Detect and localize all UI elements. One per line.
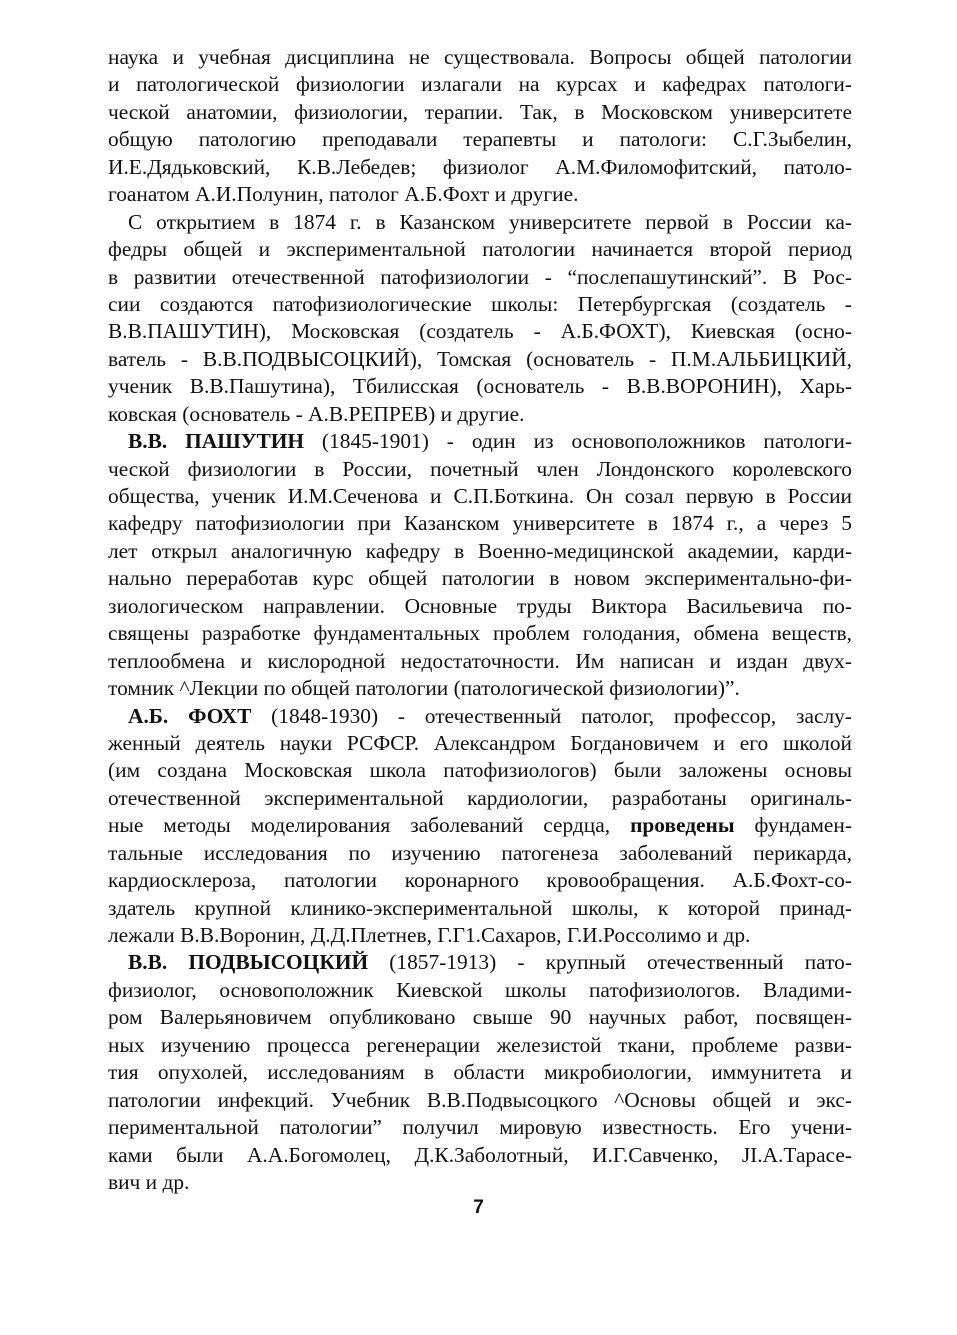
page-text xyxy=(108,44,852,1196)
text-line: лежали В.В.Воронин, Д.Д.Плетнев, Г.Г1.Сахаров, Г.И.Россолимо и др. xyxy=(108,923,751,947)
text-line: вич и др. xyxy=(108,1169,190,1194)
text-line: священы разработке фундаментальных проблем голодания, обмена веществ, xyxy=(108,621,852,646)
text-line: нально переработав курс общей патологии в новом экспериментально-фи- xyxy=(108,566,852,591)
text-line: ческой физиологии в России, почетный член Лондонского королевского xyxy=(108,456,852,481)
text-line: федры общей и экспериментальной патологии начинается второй период xyxy=(108,237,852,262)
person-name-heading: В.В. ПАШУТИН xyxy=(128,429,304,454)
text-line: В.В.ПАШУТИН), Московская (создатель - А.Б.ФОХТ), Киевская (осно- xyxy=(108,319,852,344)
text-line: сии создаются патофизиологические школы: Петербургская (создатель - xyxy=(108,291,852,316)
text-line: и патологической физиологии излагали на курсах и кафедрах патологи- xyxy=(108,72,852,97)
text-line: ками были А.А.Богомолец, Д.К.Заболотный, И.Г.Савченко, JI.А.Тарасе- xyxy=(108,1142,852,1167)
text-line: кардиосклероза, патологии коронарного кровообращения. А.Б.Фохт-со- xyxy=(108,868,852,893)
text-line: физиолог, основоположник Киевской школы патофизиологов. Владими- xyxy=(108,977,852,1002)
text-line: (им создана Московская школа патофизиологов) были заложены основы xyxy=(108,758,852,783)
text-span: ные методы моделирования заболеваний сердца, xyxy=(108,813,631,838)
paragraph-pashutin xyxy=(108,428,852,702)
text-line: тальные исследования по изучению патогенеза заболеваний перикарда, xyxy=(108,840,852,865)
text-line: С открытием в 1874 г. в Казанском университете первой в России ка- xyxy=(128,209,852,234)
text-span: (1845-1901) - один из основоположников патологи- xyxy=(304,429,852,454)
text-line: общую патологию преподавали терапевты и патологи: С.Г.Зыбелин, xyxy=(108,127,852,152)
text-line: кафедру патофизиологии при Казанском университете в 1874 г., а через 5 xyxy=(108,511,852,536)
text-line xyxy=(108,812,852,839)
person-name-heading: В.В. ПОДВЫСОЦКИЙ xyxy=(128,950,369,975)
text-line: И.Е.Дядьковский, К.В.Лебедев; физиолог А.М.Филомофитский, патоло- xyxy=(108,154,852,179)
text-line: женный деятель науки РСФСР. Александром Богдановичем и его школой xyxy=(108,730,852,755)
text-line: тия опухолей, исследованиям в области микробиологии, иммунитета и xyxy=(108,1060,852,1085)
bold-word: проведены xyxy=(630,813,735,838)
text-line: лет открыл аналогичную кафедру в Военно-медицинской академии, карди- xyxy=(108,538,852,563)
text-line: патологии инфекций. Учебник В.В.Подвысоцкого ^Основы общей и экс- xyxy=(108,1087,852,1112)
paragraph-podvysotsky xyxy=(108,949,852,1196)
text-line xyxy=(108,703,852,730)
page-number: 7 xyxy=(473,1197,484,1218)
text-line: наука и учебная дисциплина не существовала. Вопросы общей патологии xyxy=(108,45,852,69)
text-line: гоанатом А.И.Полунин, патолог А.Б.Фохт и другие. xyxy=(108,182,579,207)
text-line: теплообмена и кислородной недостаточности. Им написан и издан двух- xyxy=(108,648,852,673)
text-span: (1857-1913) - крупный отечественный пато- xyxy=(368,950,852,975)
text-line: периментальной патологии” получил мировую известность. Его учени- xyxy=(108,1115,852,1140)
text-line: в развитии отечественной патофизиологии - “послепашутинский”. В Рос- xyxy=(108,264,852,289)
text-span: фундамен- xyxy=(734,813,853,838)
person-name-heading: А.Б. ФОХТ xyxy=(128,703,252,728)
paragraph-fokht xyxy=(108,703,852,950)
paragraph-intro xyxy=(108,44,852,209)
text-line xyxy=(108,949,852,976)
text-line: ных изучению процесса регенерации железистой ткани, проблеме разви- xyxy=(108,1032,852,1057)
paragraph-kazan xyxy=(108,209,852,429)
text-line: ватель - В.В.ПОДВЫСОЦКИЙ), Томская (основатель - П.М.АЛЬБИЦКИЙ, xyxy=(108,346,852,371)
text-line xyxy=(108,428,852,455)
text-line: отечественной экспериментальной кардиологии, разработаны оригиналь- xyxy=(108,785,852,810)
text-line: томник ^Лекции по общей патологии (патологической физиологии)”. xyxy=(108,676,740,701)
text-line: ром Валерьяновичем опубликовано свыше 90 научных работ, посвящен- xyxy=(108,1005,852,1030)
text-line: зиологическом направлении. Основные труды Виктора Васильевича по- xyxy=(108,593,852,618)
text-line: общества, ученик И.М.Сеченова и С.П.Боткина. Он созал первую в России xyxy=(108,484,852,508)
text-line: здатель крупной клинико-экспериментальной школы, к которой принад- xyxy=(108,895,852,920)
text-line: ческой анатомии, физиологии, терапии. Так, в Московском университете xyxy=(108,99,852,124)
text-line: ковская (основатель - А.В.РЕПРЕВ) и другие. xyxy=(108,401,525,426)
text-span: (1848-1930) - отечественный патолог, профессор, заслу- xyxy=(251,703,852,728)
text-line: ученик В.В.Пашутина), Тбилисская (основатель - В.В.ВОРОНИН), Харь- xyxy=(108,374,852,399)
